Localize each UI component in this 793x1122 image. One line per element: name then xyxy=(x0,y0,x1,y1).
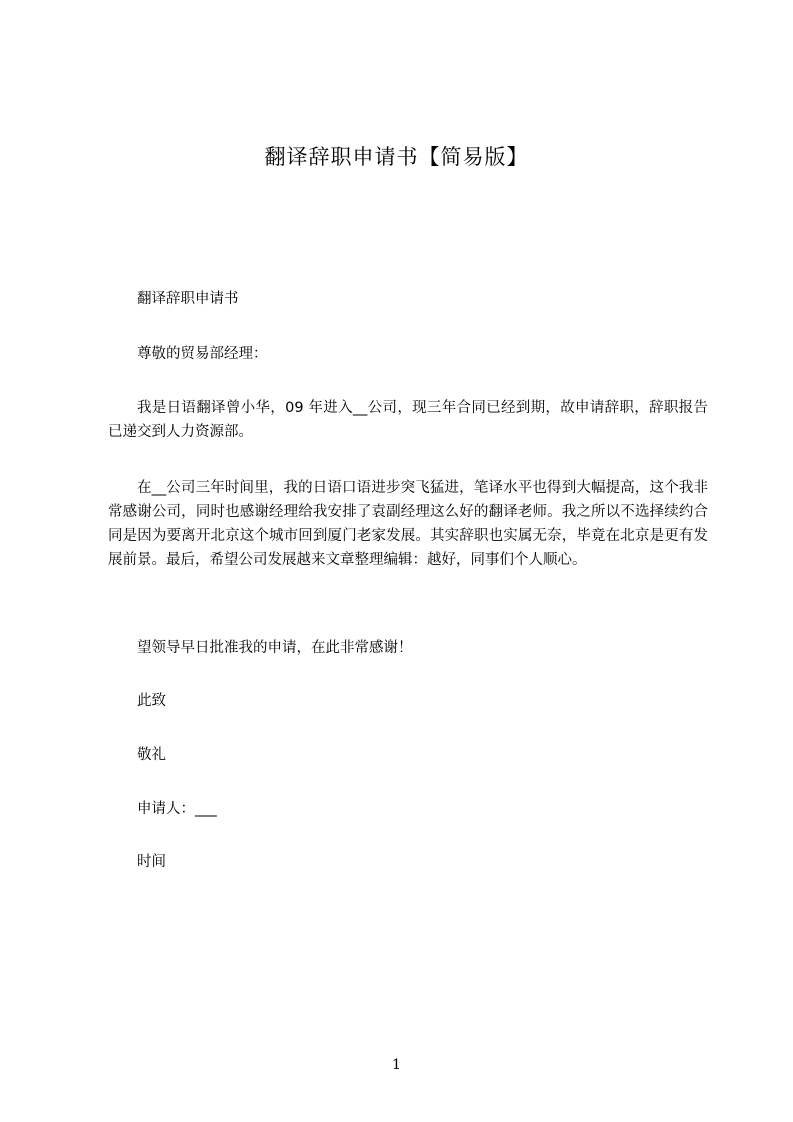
paragraph-gratitude-reason: 在__公司三年时间里，我的日语口语进步突飞猛进，笔译水平也得到大幅提高，这个我非常感谢公司，同时也感谢经理给我安排了袁副经理这么好的翻译老师。我之所以不选择续约合同是因为要离开北京这个城市回到厦门老家发展。其实辞职也实属无奈，毕竟在北京是更有发展前景。最后，希望公司发展越来文章整理编辑：越好，同事们个人顺心。 xyxy=(108,480,708,568)
date-line: 时间 xyxy=(137,854,166,870)
letter-subheading: 翻译辞职申请书 xyxy=(137,291,239,307)
closing-cizhi: 此致 xyxy=(137,693,166,709)
page-number: 1 xyxy=(392,1057,401,1073)
paragraph-request-approval: 望领导早日批准我的申请，在此非常感谢！ xyxy=(137,640,413,656)
applicant-signature-line: 申请人：___ xyxy=(137,801,217,817)
salutation: 尊敬的贸易部经理： xyxy=(137,346,268,362)
closing-jingli: 敬礼 xyxy=(137,747,166,763)
paragraph-resignation-notice: 我是日语翻译曾小华，09 年进入__公司，现三年合同已经到期，故申请辞职，辞职报告已递交到人力资源部。 xyxy=(108,400,708,440)
document-title: 翻译辞职申请书【简易版】 xyxy=(264,145,529,169)
